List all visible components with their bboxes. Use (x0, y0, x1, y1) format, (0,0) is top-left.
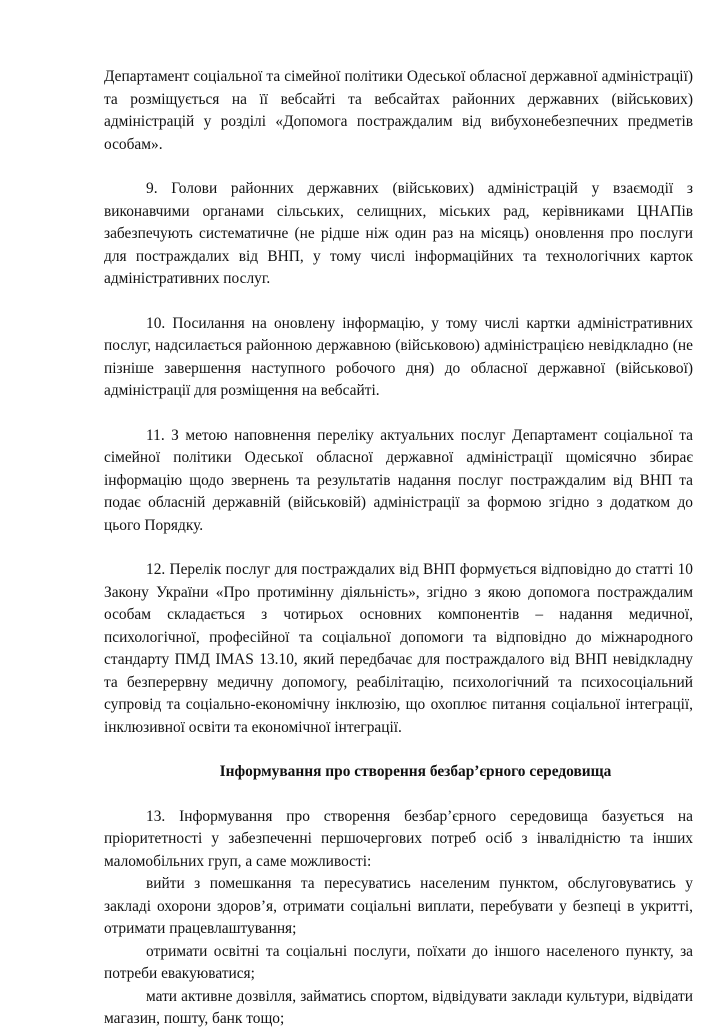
section-heading: Інформування про створення безбар’єрного середовища (219, 763, 612, 780)
list-item-1: вийти з помешкання та пересуватись населеним пунктом, обслуговуватись у закладі охорони здоров’я, отримати соціальні виплати, перебувати у безпеці в укритті, отримати працевлаштування; (104, 875, 693, 937)
list-item-3: мати активне дозвілля, займатись спортом, відвідувати заклади культури, відвідати магазин, пошту, банк тощо; (104, 987, 693, 1027)
paragraph-gap (104, 739, 693, 761)
paragraph-gap (104, 156, 693, 178)
paragraph-13: 13. Інформування про створення безбар’єрного середовища базується на пріоритетності у забезпеченні першочергових потреб осіб з інвалідністю та інших маломобільних груп, а саме можливості: (104, 807, 693, 870)
paragraph-gap (104, 537, 693, 559)
paragraph-gap (104, 291, 693, 313)
paragraph-9: 9. Голови районних державних (військових) адміністрацій у взаємодії з виконавчими органами сільських, селищних, міських рад, керівниками ЦНАПів забезпечують систематичне (не рідше ніж один раз на місяць) оновлення про послуги для постраждалих від ВНП, у тому числі інформаційних та технологічних карток адміністративних послуг. (104, 180, 693, 287)
paragraph-gap (104, 784, 693, 806)
paragraph-intro: Департамент соціальної та сімейної політики Одеської обласної державної адміністрації) та розміщується на її вебсайті та вебсайтах районних державних (військових) адміністрацій у розділі «Допомога постраждалим від вибухонебезпечних предметів особам». (104, 68, 693, 153)
paragraph-11: 11. З метою наповнення переліку актуальних послуг Департамент соціальної та сімейної політики Одеської обласної державної адміністрації щомісячно збирає інформацію щодо звернень та результатів надання послуг постраждалим від ВНП та подає обласній державній (військовій) адміністрації за формою згідно з додатком до цього Порядку. (104, 426, 693, 534)
paragraph-12: 12. Перелік послуг для постраждалих від ВНП формується відповідно до статті 10 Закону України «Про протимінну діяльність», згідно з якою допомога постраждалим особам складається з чотирьох основних компонентів – надання медичної, психологічної, професійної та соціальної допомоги та відповідно до міжнародного стандарту ПМД IMAS 13.10, який передбачає для постраждалого від ВНП невідкладну та безперервну медичну допомогу, реабілітацію, психологічний та психосоціальний супровід та соціально-економічну інклюзію, що охоплює питання соціальної інтеграції, інклюзивної освіти та економічної інтеграції. (104, 561, 693, 736)
paragraph-gap (104, 403, 693, 425)
list-item-2: отримати освітні та соціальні послуги, поїхати до іншого населеного пункту, за потреби евакуюватися; (104, 942, 693, 982)
paragraph-10: 10. Посилання на оновлену інформацію, у тому числі картки адміністративних послуг, надсилається районною державною (військовою) адміністрацією невідкладно (не пізніше завершення наступного робочого дня) до обласної державної (військової) адміністрації для розміщення на вебсайті. (104, 314, 693, 399)
document-body (104, 66, 693, 1031)
